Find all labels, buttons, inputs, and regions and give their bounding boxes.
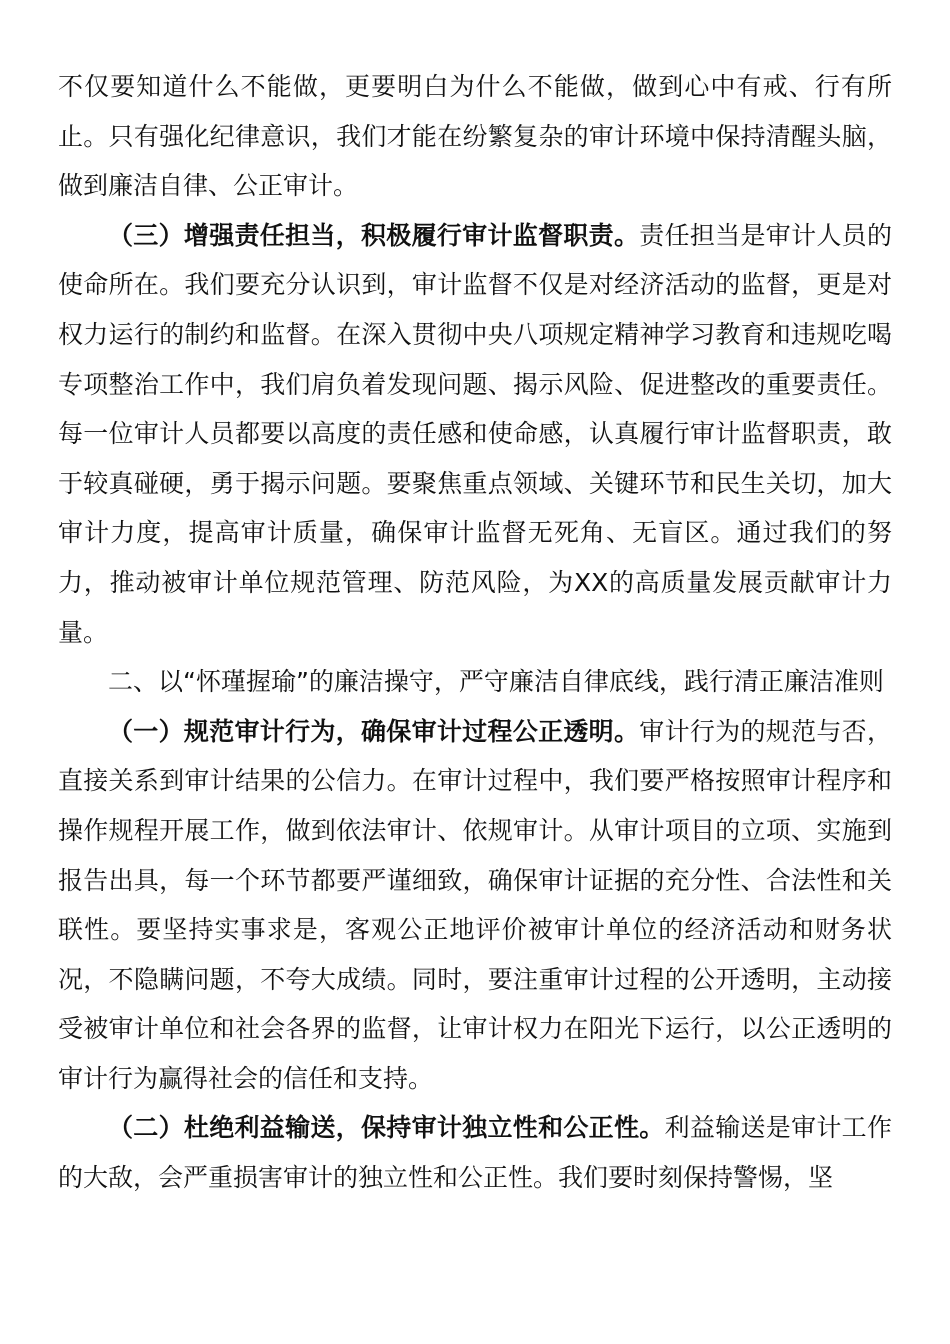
paragraph-continuation [58, 62, 892, 211]
document-page [58, 62, 892, 1203]
paragraph-section-1 [58, 707, 892, 1104]
paragraph-text: 审计行为的规范与否，直接关系到审计结果的公信力。在审计过程中，我们要严格按照审计程序和操作规程开展工作，做到依法审计、依规审计。从审计项目的立项、实施到报告出具，每一个环节都要严谨细致，确保审计证据的充分性、合法性和关联性。要坚持实事求是，客观公正地评价被审计单位的经济活动和财务状况，不隐瞒问题，不夸大成绩。同时，要注重审计过程的公开透明，主动接受被审计单位和社会各界的监督，让审计权力在阳光下运行，以公正透明的审计行为赢得社会的信任和支持。 [58, 716, 892, 1093]
paragraph-text: 利益输送是审计工作的大敌，会严重损害审计的独立性和公正性。我们要时刻保持警惕，坚 [58, 1113, 892, 1193]
section-heading-bold: （二）杜绝利益输送，保持审计独立性和公正性。 [108, 1113, 665, 1143]
section-heading-bold: （一）规范审计行为，确保审计过程公正透明。 [108, 716, 640, 746]
paragraph-text: 责任担当是审计人员的使命所在。我们要充分认识到，审计监督不仅是对经济活动的监督，更是对权力运行的制约和监督。在深入贯彻中央八项规定精神学习教育和违规吃喝专项整治工作中，我们肩负着发现问题、揭示风险、促进整改的重要责任。每一位审计人员都要以高度的责任感和使命感，认真履行审计监督职责，敢于较真碰硬，勇于揭示问题。要聚焦重点领域、关键环节和民生关切，加大审计力度，提高审计质量，确保审计监督无死角、无盲区。通过我们的努力，推动被审计单位规范管理、防范风险，为XX的高质量发展贡献审计力量。 [58, 220, 892, 647]
paragraph-section-3 [58, 211, 892, 657]
chapter-heading-2: 二、以“怀瑾握瑜”的廉洁操守，严守廉洁自律底线，践行清正廉洁准则 [108, 667, 884, 697]
paragraph-section-2 [58, 1103, 892, 1202]
paragraph-text: 不仅要知道什么不能做，更要明白为什么不能做，做到心中有戒、行有所止。只有强化纪律意识，我们才能在纷繁复杂的审计环境中保持清醒头脑，做到廉洁自律、公正审计。 [58, 72, 892, 201]
section-heading-bold: （三）增强责任担当，积极履行审计监督职责。 [108, 220, 640, 250]
